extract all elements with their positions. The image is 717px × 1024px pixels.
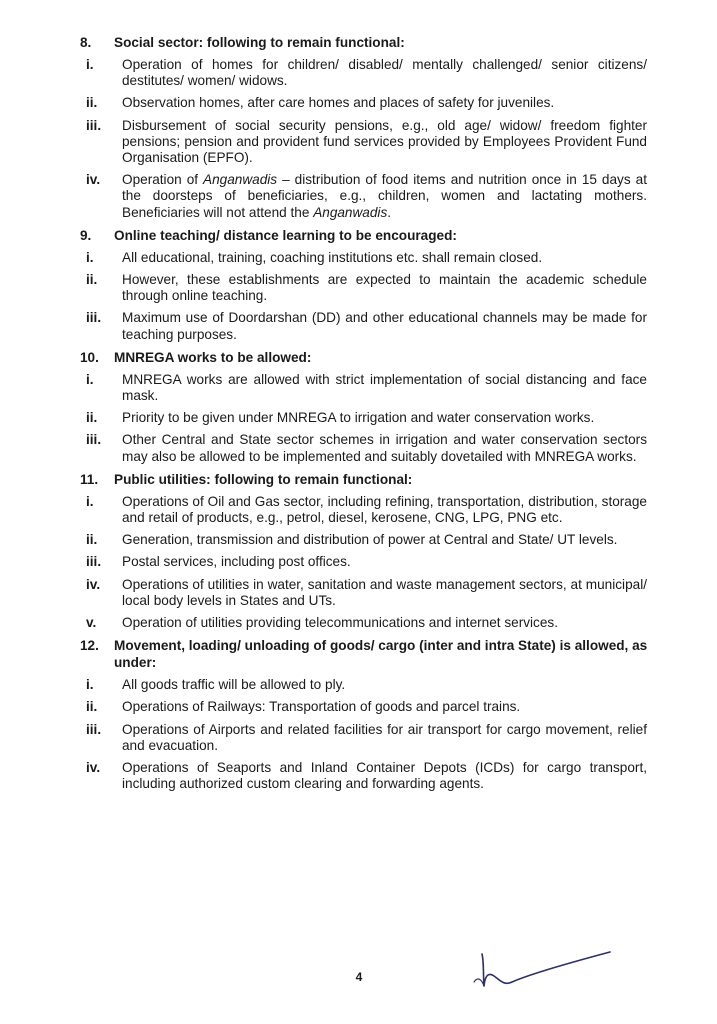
section-heading: [0, 637, 717, 671]
text-run: Operations of Seaports and Inland Container Depots (ICDs) for cargo transport, including authorized custom clearing and forwarding agents.: [122, 760, 647, 792]
item-text: [122, 95, 647, 111]
item-text: [122, 57, 647, 89]
item-text: [122, 532, 647, 548]
text-run: All goods traffic will be allowed to ply.: [122, 677, 346, 693]
italic-term: Anganwadis: [313, 204, 388, 220]
text-run: Operation of: [122, 172, 204, 188]
list-item: [0, 699, 717, 715]
text-run: .: [387, 204, 392, 220]
item-number: ii.: [86, 532, 98, 548]
item-text: [122, 760, 647, 792]
section-8: [0, 34, 717, 221]
section-number: 9.: [80, 227, 92, 243]
list-item: [0, 494, 717, 526]
text-run: All educational, training, coaching institutions etc. shall remain closed.: [122, 249, 543, 265]
section-number: 12.: [80, 638, 99, 654]
text-run: Maximum use of Doordarshan (DD) and other educational channels may be made for teaching purposes.: [122, 310, 647, 342]
list-item: [0, 760, 717, 792]
text-run: – distribution of food items and nutrition once in 15 days at the doorsteps of beneficiaries, e.g., children, women and lactating mothers. Beneficiaries will not attend the: [122, 172, 647, 220]
item-number: iv.: [86, 576, 101, 592]
item-text: [122, 494, 647, 526]
list-item: [0, 410, 717, 426]
section-title: MNREGA works to be allowed:: [114, 349, 312, 365]
list-item: [0, 432, 717, 464]
item-text: [122, 432, 647, 464]
item-number: i.: [86, 57, 94, 72]
item-number: iii.: [86, 721, 102, 737]
item-number: iv.: [86, 760, 101, 776]
item-number: iii.: [86, 554, 102, 570]
text-run: Priority to be given under MNREGA to irrigation and water conservation works.: [122, 410, 595, 426]
italic-term: Anganwadis: [203, 172, 278, 188]
item-text: [122, 410, 647, 426]
section-title: Online teaching/ distance learning to be encouraged:: [114, 227, 457, 243]
item-text: [122, 118, 647, 167]
section-10: [0, 349, 717, 465]
text-run: However, these establishments are expected to maintain the academic schedule through online teaching.: [122, 272, 647, 304]
signature-mark: [470, 946, 615, 996]
list-item: [0, 722, 717, 754]
item-text: [122, 372, 647, 404]
section-heading: [0, 34, 717, 51]
text-run: Postal services, including post offices.: [122, 554, 351, 570]
section-number: 11.: [80, 471, 99, 487]
text-run: MNREGA works are allowed with strict implementation of social distancing and face mask.: [122, 371, 647, 404]
text-run: Other Central and State sector schemes in irrigation and water conservation sectors may also be allowed to be implemented and suitably dovetailed with MNREGA works.: [122, 432, 647, 464]
list-item: [0, 310, 717, 342]
item-number: i.: [86, 493, 94, 509]
item-text: [122, 615, 647, 631]
item-number: iii.: [86, 432, 102, 448]
text-run: Observation homes, after care homes and places of safety for juveniles.: [122, 95, 555, 111]
text-run: Generation, transmission and distribution of power at Central and State/ UT levels.: [122, 532, 618, 548]
page-number: 4: [355, 970, 363, 984]
item-text: [122, 250, 647, 266]
item-text: [122, 677, 647, 693]
section-title: Social sector: following to remain functional:: [114, 35, 405, 50]
list-item: [0, 57, 717, 89]
section-number: 8.: [80, 35, 92, 50]
section-heading: [0, 227, 717, 244]
list-item: [0, 250, 717, 266]
item-number: i.: [86, 249, 94, 265]
list-item: [0, 615, 717, 631]
item-number: i.: [86, 677, 94, 693]
item-text: [122, 554, 647, 570]
section-number: 10.: [80, 349, 99, 365]
item-text: [122, 577, 647, 609]
section-heading: [0, 349, 717, 366]
text-run: Operation of utilities providing telecommunications and internet services.: [122, 615, 558, 631]
text-run: Operations of Airports and related facilities for air transport for cargo movement, relief and evacuation.: [122, 721, 647, 753]
item-number: ii.: [86, 410, 98, 426]
section-9: [0, 227, 717, 343]
item-number: iv.: [86, 172, 101, 188]
list-item: [0, 95, 717, 111]
item-number: v.: [86, 615, 97, 631]
text-run: Disbursement of social security pensions, e.g., old age/ widow/ freedom fighter pensions; pension and provident fund services provided by Employees Provident Fund Organisation (EPFO).: [122, 117, 647, 166]
section-11: [0, 471, 717, 631]
item-number: i.: [86, 371, 94, 387]
item-text: [122, 272, 647, 304]
section-12: [0, 637, 717, 792]
text-run: Operations of utilities in water, sanitation and waste management sectors, at municipal/ local body levels in States and UTs.: [122, 576, 647, 608]
item-text: [122, 722, 647, 754]
item-number: ii.: [86, 95, 98, 111]
text-run: Operations of Oil and Gas sector, including refining, transportation, distribution, storage and retail of products, e.g., petrol, diesel, kerosene, CNG, LPG, PNG etc.: [122, 493, 647, 526]
text-run: Operation of homes for children/ disabled/ mentally challenged/ senior citizens/ destitutes/ women/ widows.: [122, 57, 647, 89]
list-item: [0, 272, 717, 304]
section-heading: [0, 471, 717, 488]
list-item: [0, 372, 717, 404]
item-number: iii.: [86, 117, 102, 133]
document-body: [0, 34, 717, 799]
item-text: [122, 172, 647, 221]
item-number: ii.: [86, 699, 98, 715]
item-number: ii.: [86, 272, 98, 288]
section-title: Public utilities: following to remain functional:: [114, 471, 413, 487]
list-item: [0, 118, 717, 167]
list-item: [0, 554, 717, 570]
item-text: [122, 699, 647, 715]
section-title: Movement, loading/ unloading of goods/ cargo (inter and intra State) is allowed, as under:: [114, 638, 648, 671]
item-number: iii.: [86, 310, 102, 326]
item-text: [122, 310, 647, 342]
text-run: Operations of Railways: Transportation of goods and parcel trains.: [122, 699, 521, 715]
list-item: [0, 677, 717, 693]
list-item: [0, 577, 717, 609]
list-item: [0, 532, 717, 548]
list-item: [0, 172, 717, 221]
